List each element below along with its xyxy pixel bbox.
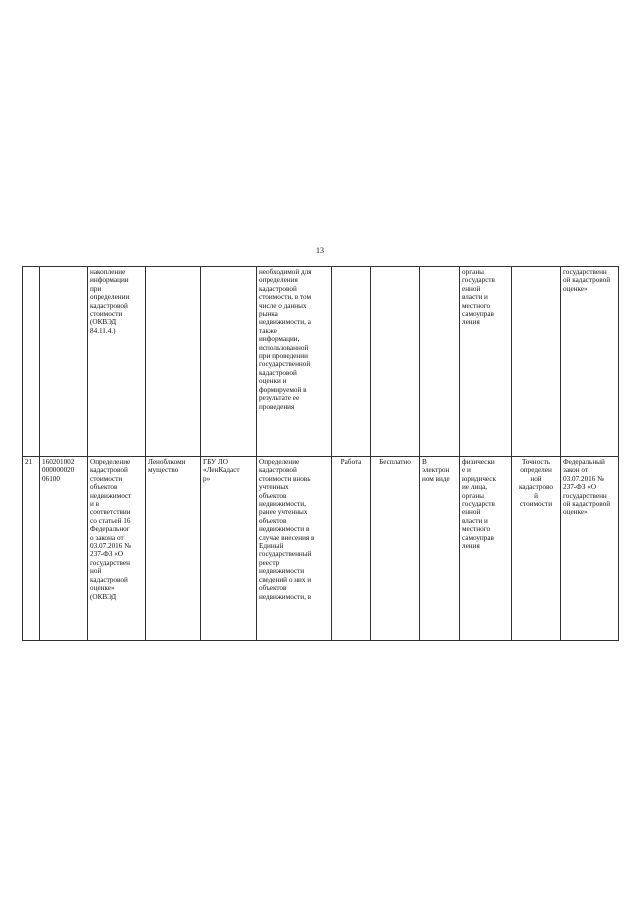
cell-content: необходимой для определения кадастровой стоимости, в том числе о данных рынка недвижимости, а также информации, использованной при проведении государственной кадастровой оценки и формируемой в результате ее проведения bbox=[257, 267, 332, 457]
cell-legal-basis: Федеральный закон от 03.07.2016 № 237-ФЗ «О государственн ой кадастровой оценке» bbox=[561, 457, 619, 641]
cell-payment bbox=[371, 267, 420, 457]
cell-registry-code bbox=[40, 267, 88, 457]
cell-legal-basis: государственн ой кадастровой оценке» bbox=[561, 267, 619, 457]
cell-service-name: Определение кадастровой стоимости объектов недвижимост и в соответствии со статьей 16 Федеральног о закона от 03.07.2016 № 237-ФЗ «О государствен ной кадастровой оценке» (ОКВЭД bbox=[88, 457, 146, 641]
table-row bbox=[23, 457, 619, 641]
cell-form bbox=[420, 267, 460, 457]
cell-form: В электрон ном виде bbox=[420, 457, 460, 641]
cell-founder bbox=[146, 267, 201, 457]
services-register-table bbox=[22, 266, 619, 641]
cell-consumers: физически е и юридическ ие лица, органы государств енной власти и местного самоуправ ления bbox=[460, 457, 512, 641]
cell-indicator: Точность определен ной кадастрово й стоимости bbox=[512, 457, 561, 641]
cell-type bbox=[332, 267, 371, 457]
cell-indicator bbox=[512, 267, 561, 457]
table-row bbox=[23, 267, 619, 457]
cell-number bbox=[23, 267, 40, 457]
cell-payment: Бесплатно bbox=[371, 457, 420, 641]
cell-number: 21 bbox=[23, 457, 40, 641]
cell-founder: Леноблкоми мущество bbox=[146, 457, 201, 641]
cell-registry-code: 160201002 000000020 06100 bbox=[40, 457, 88, 641]
cell-consumers: органы государств енной власти и местного самоуправ ления bbox=[460, 267, 512, 457]
page-number: 13 bbox=[316, 246, 324, 255]
cell-content: Определение кадастровой стоимости вновь учтенных объектов недвижимости, ранее учтенных объектов недвижимости в случае внесения в Единый государственный реестр недвижимости сведений о них и объектов недвижимости, в bbox=[257, 457, 332, 641]
cell-organization: ГБУ ЛО «ЛенКадаст р» bbox=[201, 457, 257, 641]
cell-type: Работа bbox=[332, 457, 371, 641]
cell-service-name: накопление информации при определении кадастровой стоимости (ОКВЭД 84.11.4.) bbox=[88, 267, 146, 457]
cell-organization bbox=[201, 267, 257, 457]
